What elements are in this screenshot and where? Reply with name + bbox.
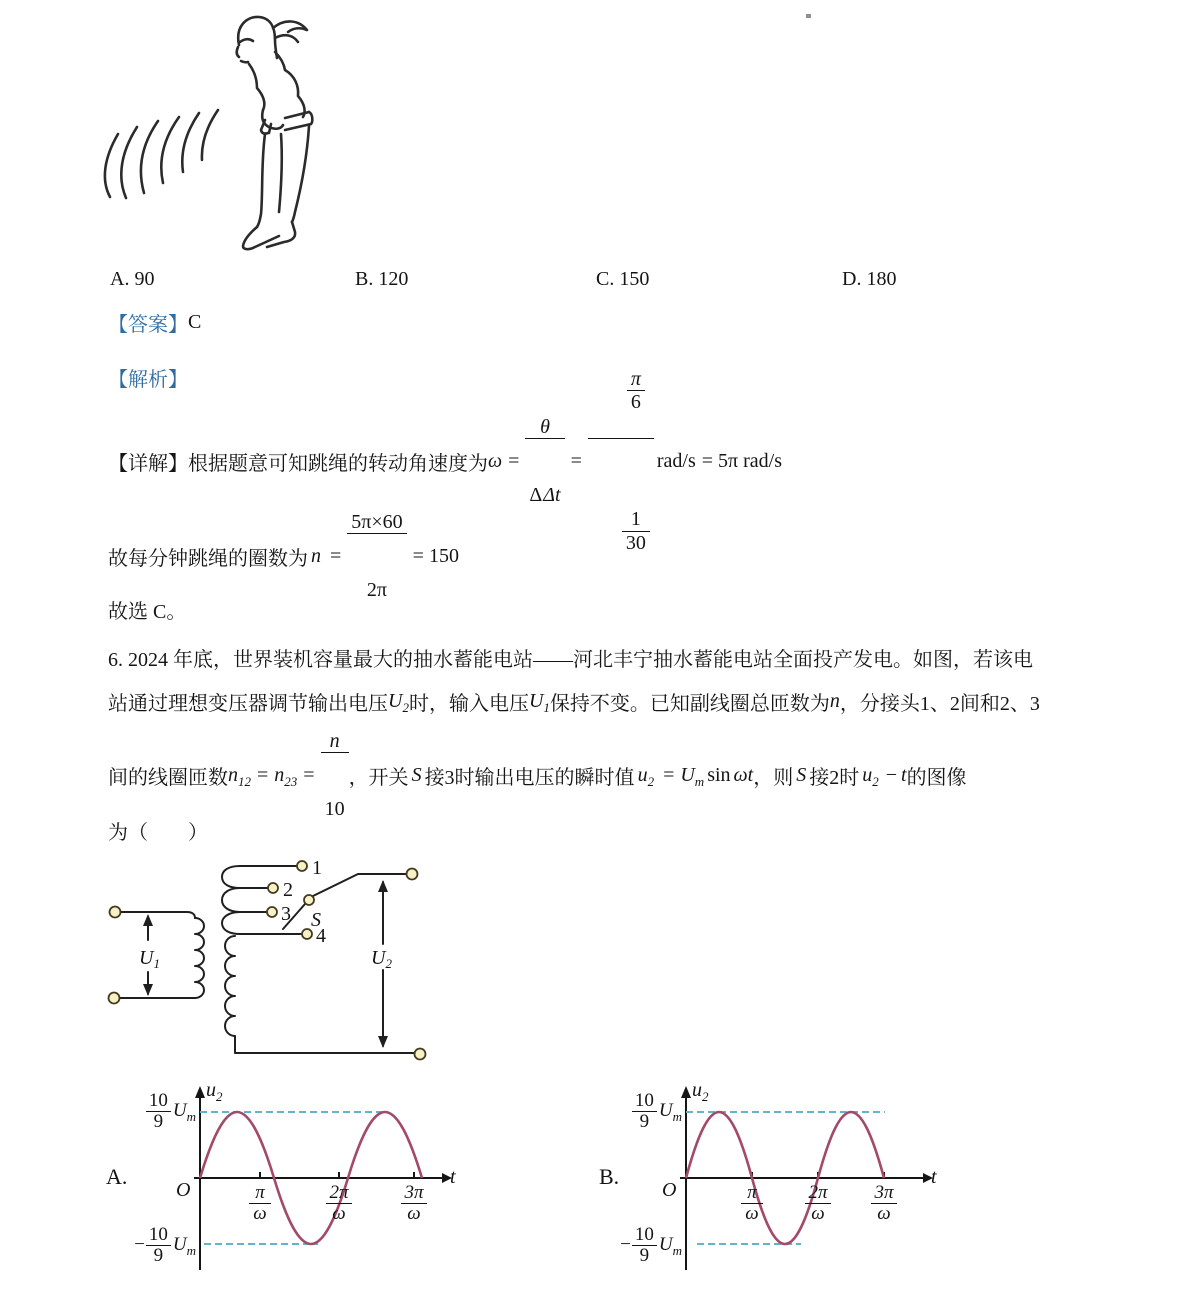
answer-line: [108, 308, 201, 337]
ymax-label: $\frac{10}{9}$ $U_m$: [118, 1091, 196, 1132]
q6-l3-text: 接3时输出电压的瞬时值: [424, 766, 635, 789]
q6-l2-text: 时，输入电压: [408, 692, 529, 715]
fraction-5pi60-2pi: $\frac{5\pi\times 60}{2\pi}$: [347, 466, 406, 646]
formula-result: = 5π rad/s: [701, 449, 783, 472]
analysis-label: 【解析】: [108, 369, 188, 391]
unit-rads: rad/s: [656, 449, 696, 472]
equals: =: [330, 544, 342, 567]
tap-2-terminal: [268, 883, 278, 893]
answer-label: 【答案】: [108, 314, 188, 336]
q6-l3-text: ，则: [753, 766, 794, 789]
y-axis-arrowhead: [195, 1086, 205, 1098]
analysis-line: [108, 363, 188, 392]
q6-l3-text: ，开关: [348, 766, 409, 789]
var-n: n: [311, 544, 321, 567]
ymin-label: − $\frac{10}{9}$ $U_m$: [620, 1224, 682, 1266]
origin-label: O: [662, 1179, 677, 1201]
u2-arrowhead-up: [378, 880, 388, 892]
tick-3pi-omega: $\frac{3\pi}{\omega}$: [397, 1183, 431, 1224]
detail-label: 【详解】: [108, 452, 188, 475]
option-a-graph-label: A.: [106, 1164, 128, 1189]
fraction-theta-dt: $\frac{\theta}{\text{ΔΔt}}$: [525, 371, 564, 551]
tap-1-label: 1: [312, 857, 322, 879]
output-terminal-bottom: [415, 1049, 426, 1060]
tap-3-label: 3: [281, 903, 291, 925]
omega: ω: [488, 449, 503, 472]
tick-pi-omega: $\frac{\pi}{\omega}$: [243, 1183, 277, 1224]
rope-arcs: [105, 110, 218, 198]
secondary-bottom-wire: [235, 1036, 414, 1053]
u2-label: $U_2$: [371, 947, 392, 971]
q6-l2-text: 保持不变。已知副线圈总匝数为: [549, 692, 830, 715]
y-axis-label: $u_2$: [206, 1079, 223, 1104]
fraction-nested: $\frac{\frac{\pi}{6}}{\frac{1}{30}}$: [588, 299, 654, 623]
graph-option-a: [98, 1080, 473, 1298]
y-axis-arrowhead: [681, 1086, 691, 1098]
q6-line3: 间的线圈匝数 $n_{12}$ = $n_{23}$ = $\frac{n}{10}$ ，开关 S 接3时输出电压的瞬时值 $u_2$ = $U_m$ sin ωt ，则 S 接2时 $u_2$ − t 的图像: [108, 742, 967, 808]
q6-l3-text: 接2时: [809, 766, 860, 789]
option-b-graph-label: B.: [599, 1164, 620, 1189]
tick-3pi-omega: $\frac{3\pi}{\omega}$: [867, 1183, 901, 1224]
output-terminal-top: [407, 869, 418, 880]
q6-l3-text: 间的线圈匝数: [108, 766, 228, 789]
ymax-label: $\frac{10}{9}$ $U_m$: [604, 1091, 682, 1132]
tick-2pi-omega: $\frac{2\pi}{\omega}$: [801, 1183, 835, 1224]
tap-2-label: 2: [283, 879, 293, 901]
tick-pi-omega: $\frac{\pi}{\omega}$: [735, 1183, 769, 1224]
jump-rope-figure: [85, 0, 475, 262]
equals: =: [570, 449, 582, 472]
detail-text: 根据题意可知跳绳的转动角速度为: [188, 452, 488, 475]
choose-line: 故选 C。: [108, 601, 187, 623]
tick-2pi-omega: $\frac{2\pi}{\omega}$: [322, 1183, 356, 1224]
fraction-n-10: $\frac{n}{10}$: [321, 685, 349, 865]
origin-label: O: [176, 1179, 191, 1201]
tap-4-label: 4: [316, 925, 326, 947]
equals: =: [508, 449, 520, 472]
graph-option-b: [585, 1080, 960, 1298]
transformer-circuit-diagram: [95, 848, 440, 1064]
stray-scan-mark: [806, 14, 811, 18]
primary-top-wire: [120, 912, 195, 918]
x-axis-label: t: [450, 1166, 456, 1188]
x-axis-label: t: [931, 1166, 937, 1188]
u1-label: $U_1$: [139, 947, 160, 971]
q6-l3-text: 的图像: [906, 766, 967, 789]
secondary-arc-3: [222, 912, 240, 934]
option-d: D. 180: [842, 268, 897, 290]
option-a: A. 90: [110, 268, 155, 290]
tap-1-terminal: [297, 861, 307, 871]
u1-arrowhead-down: [143, 984, 153, 996]
q6-l2-text: 站通过理想变压器调节输出电压: [108, 692, 388, 715]
tap-3-terminal: [267, 907, 277, 917]
q6-line1: 6. 2024 年底，世界装机容量最大的抽水蓄能电站——河北丰宁抽水蓄能电站全面投产发电。如图，若该电: [108, 649, 1033, 671]
person-outline: [237, 17, 313, 249]
primary-terminal-bottom: [109, 993, 120, 1004]
q6-line2: 站通过理想变压器调节输出电压 $U_2$ 时，输入电压 $U_1$ 保持不变。已知副线圈总匝数为 n ，分接头1、2间和2、3: [108, 684, 1040, 718]
u1-arrowhead-up: [143, 914, 153, 926]
primary-terminal-top: [110, 907, 121, 918]
secondary-lower-coil: [225, 936, 235, 1036]
primary-coil: [195, 918, 204, 998]
q6-l2-text: ，分接头1、2间和2、3: [839, 692, 1040, 715]
secondary-arc-2: [222, 888, 240, 912]
y-axis-label: $u_2$: [692, 1079, 709, 1104]
q6-line4: 为（ ）: [108, 822, 208, 844]
switch-label: S: [311, 909, 321, 931]
option-c: C. 150: [596, 268, 650, 290]
count-text: 故每分钟跳绳的圈数为: [108, 547, 308, 570]
option-b: B. 120: [355, 268, 409, 290]
ymin-label: − $\frac{10}{9}$ $U_m$: [134, 1224, 196, 1266]
switch-pivot: [304, 895, 314, 905]
switch-output-wire: [313, 874, 406, 896]
count-result: = 150: [412, 544, 459, 567]
u2-arrowhead-down: [378, 1036, 388, 1048]
answer-value: C: [188, 311, 202, 333]
count-line: [108, 510, 465, 601]
